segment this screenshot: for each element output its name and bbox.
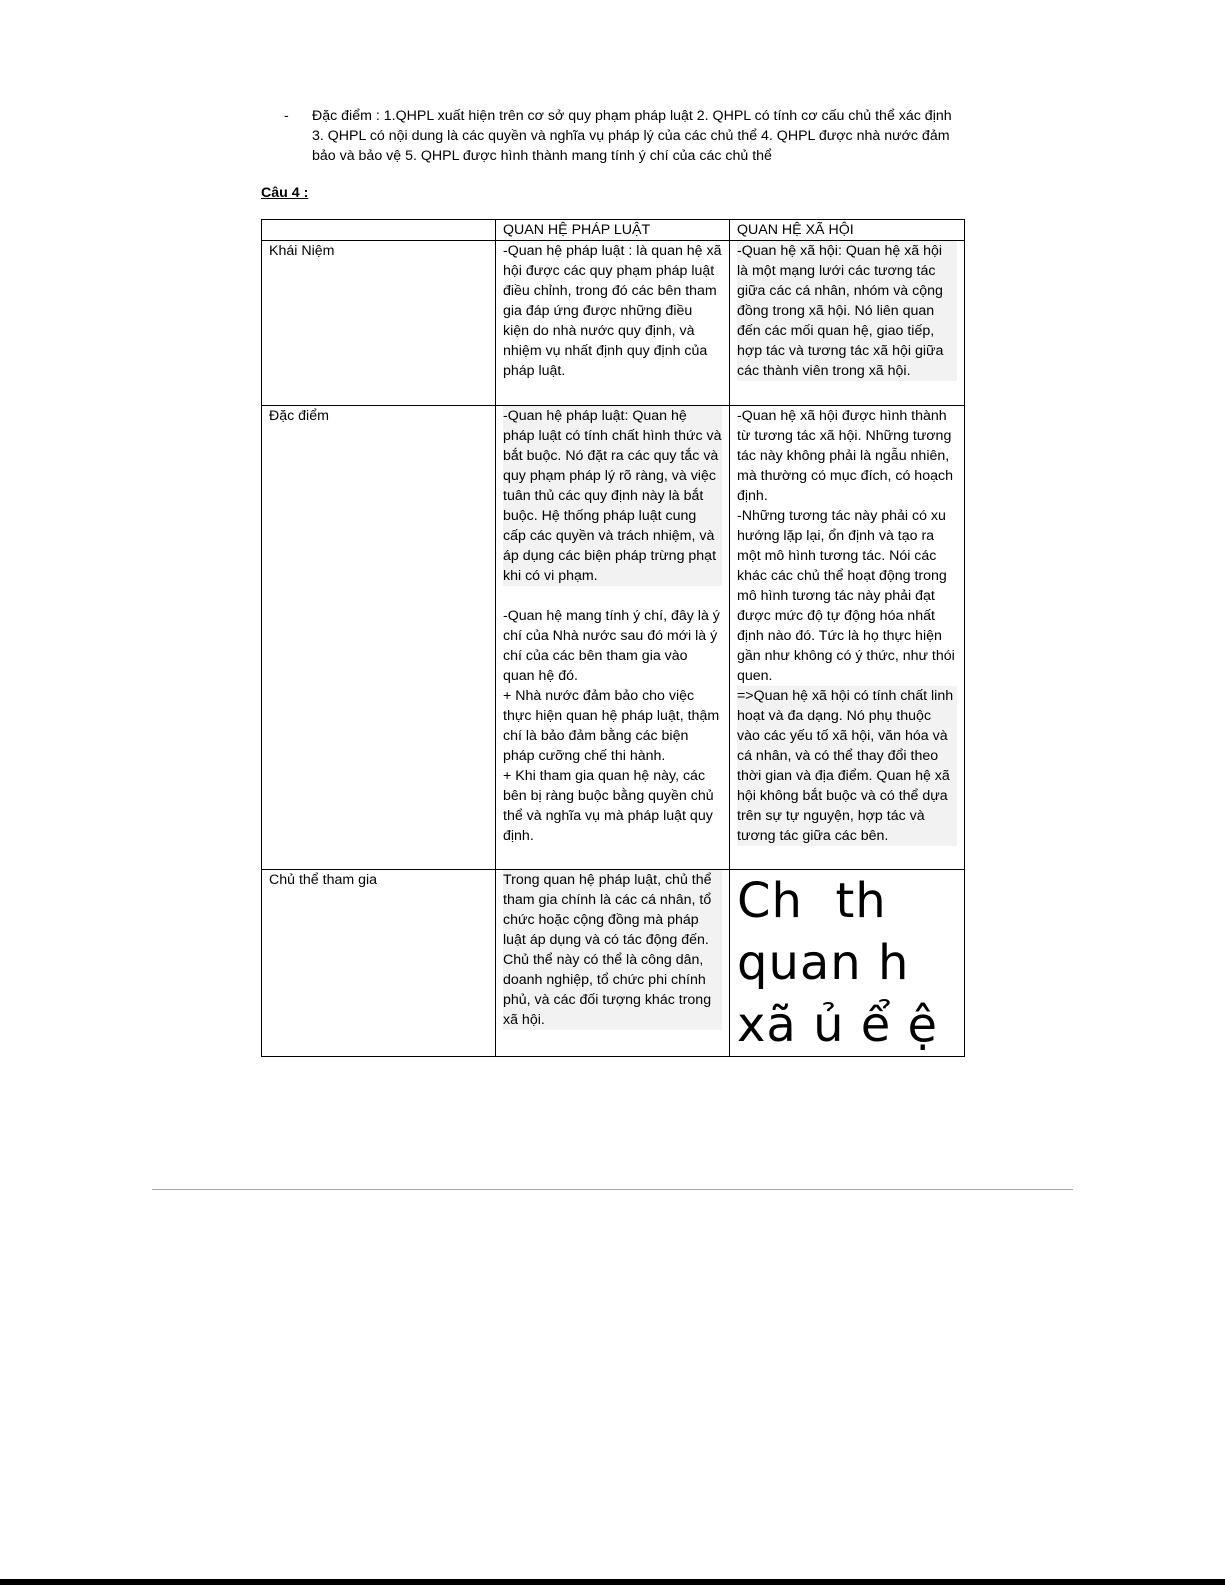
cell-khai-niem-law	[496, 241, 730, 406]
table-row-dac-diem	[262, 406, 965, 870]
page-divider	[152, 1189, 1073, 1190]
table-header-row	[262, 220, 965, 241]
bullet-marker: -	[284, 108, 289, 124]
table-row-chu-the	[262, 870, 965, 1057]
table-row-khai-niem	[262, 241, 965, 406]
header-cell-empty	[262, 220, 496, 241]
header-cell-law: QUAN HỆ PHÁP LUẬT	[496, 220, 730, 241]
dac-diem-social-p3: =>Quan hệ xã hội có tính chất linh hoạt và đa dạng. Nó phụ thuộc vào các yếu tố xã hội, văn hóa và cá nhân, và có thể thay đổi theo thời gian và địa điểm. Quan hệ xã hội không bắt buộc và có thể dựa trên sự tự nguyện, hợp tác và tương tác giữa các bên.	[737, 686, 957, 846]
row-label-chu-the: Chủ thể tham gia	[262, 870, 496, 1057]
dac-diem-law-p2: -Quan hệ mang tính ý chí, đây là ý chí của Nhà nước sau đó mới là ý chí của các bên tham gia vào quan hệ đó.	[503, 608, 720, 684]
khai-niem-social-text: -Quan hệ xã hội: Quan hệ xã hội là một mạng lưới các tương tác giữa các cá nhân, nhóm và cộng đồng trong xã hội. Nó liên quan đến các mối quan hệ, giao tiếp, hợp tác và tương tác xã hội giữa các thành viên trong xã hội.	[737, 241, 957, 381]
dac-diem-law-p4: + Khi tham gia quan hệ này, các bên bị ràng buộc bằng quyền chủ thể và nghĩa vụ mà pháp luật quy định.	[503, 768, 714, 844]
dac-diem-law-p1: -Quan hệ pháp luật: Quan hệ pháp luật có tính chất hình thức và bắt buộc. Nó đặt ra các quy tắc và quy phạm pháp lý rõ ràng, và việc tuân thủ các quy định này là bắt buộc. Hệ thống pháp luật cung cấp các quyền và trách nhiệm, và áp dụng các biện pháp trừng phạt khi có vi phạm.	[503, 408, 722, 584]
row-label-khai-niem: Khái Niệm	[262, 241, 496, 406]
chu-the-social-line-2: quan h	[737, 935, 910, 991]
chu-the-social-line-1: Ch th	[737, 873, 887, 929]
khai-niem-law-text: -Quan hệ pháp luật : là quan hệ xã hội được các quy phạm pháp luật điều chỉnh, trong đó các bên tham gia đáp ứng được những điều kiện do nhà nước quy định, và nhiệm vụ nhất định quy định của pháp luật.	[503, 243, 722, 379]
dac-diem-law-p3: + Nhà nước đảm bảo cho việc thực hiện quan hệ pháp luật, thậm chí là bảo đảm bằng các biện pháp cưỡng chế thi hành.	[503, 688, 720, 764]
row-label-dac-diem: Đặc điểm	[262, 406, 496, 870]
header-cell-social: QUAN HỆ XÃ HỘI	[730, 220, 965, 241]
cell-khai-niem-social	[730, 241, 965, 406]
dac-diem-social-p1: -Quan hệ xã hội được hình thành từ tương tác xã hội. Những tương tác này không phải là ngẫu nhiên, mà thường có mục đích, có hoạch định.	[737, 408, 953, 504]
chu-the-social-line-3: xã ủ ể ệ	[737, 997, 939, 1053]
cell-chu-the-law	[496, 870, 730, 1057]
cell-dac-diem-law	[496, 406, 730, 870]
bottom-edge-bar	[0, 1579, 1225, 1585]
chu-the-law-text: Trong quan hệ pháp luật, chủ thể tham gia chính là các cá nhân, tổ chức hoặc cộng đồng mà pháp luật áp dụng và có tác động đến. Chủ thể này có thể là công dân, doanh nghiệp, tổ chức phi chính phủ, và các đối tượng khác trong xã hội.	[503, 870, 722, 1030]
cell-chu-the-social	[730, 870, 965, 1057]
cell-dac-diem-social	[730, 406, 965, 870]
question-heading: Câu 4 :	[261, 185, 309, 201]
bullet-text: Đặc điểm : 1.QHPL xuất hiện trên cơ sở quy phạm pháp luật 2. QHPL có tính cơ cấu chủ thể xác định 3. QHPL có nội dung là các quyền và nghĩa vụ pháp lý của các chủ thể 4. QHPL được nhà nước đảm bảo và bảo vệ 5. QHPL được hình thành mang tính ý chí của các chủ thể	[312, 108, 952, 164]
comparison-table	[261, 219, 965, 1057]
dac-diem-social-p2: -Những tương tác này phải có xu hướng lặp lại, ổn định và tạo ra một mô hình tương tác. Nói các khác các chủ thể hoạt động trong mô hình tương tác này phải đạt được mức độ tự động hóa nhất định nào đó. Tức là họ thực hiện gần như không có ý thức, như thói quen.	[737, 508, 955, 684]
